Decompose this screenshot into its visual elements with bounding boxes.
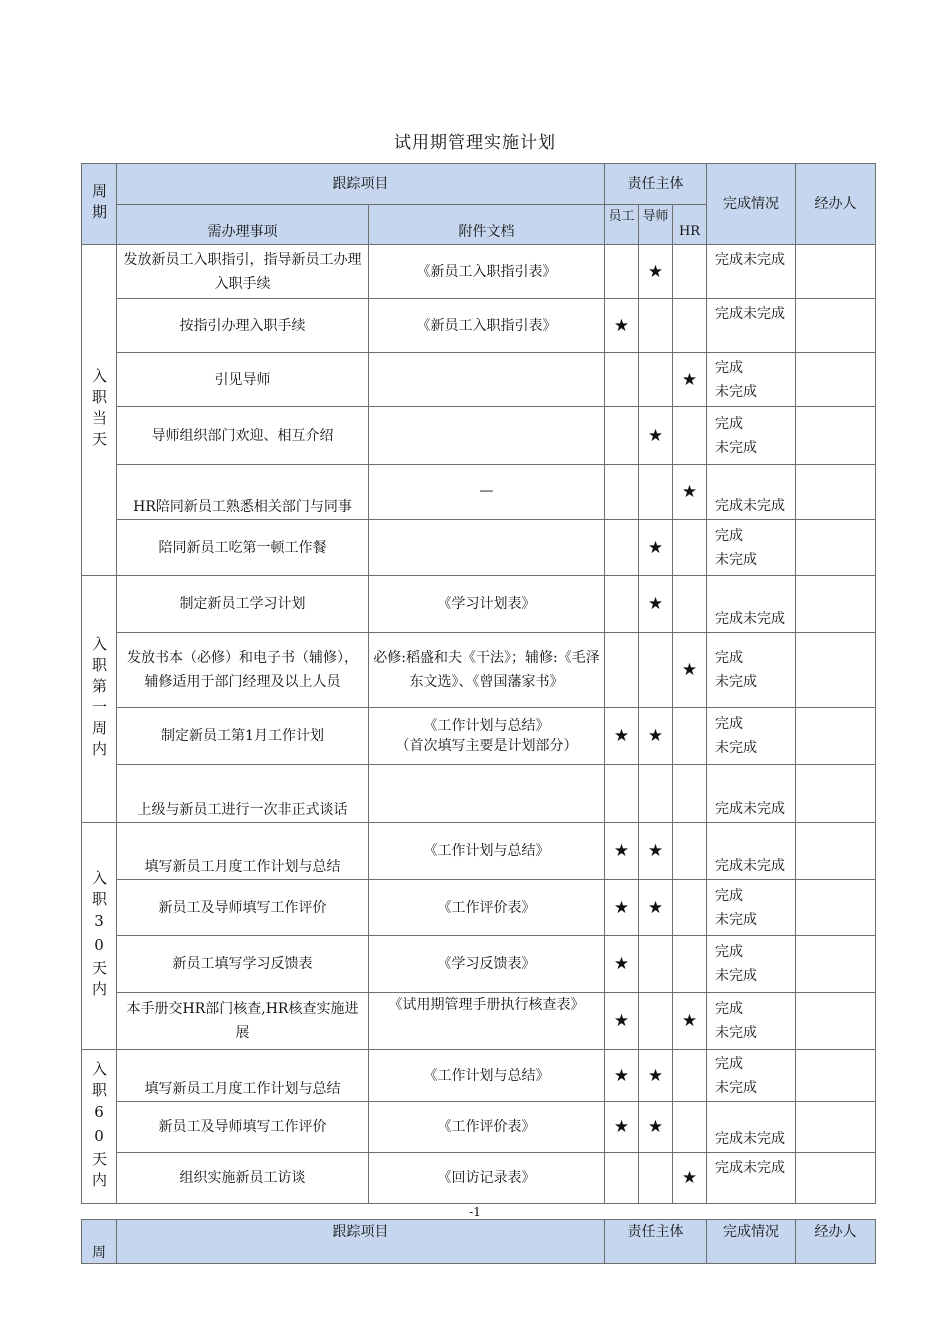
status-cell <box>707 880 796 936</box>
table-row <box>82 520 876 576</box>
status-cell <box>707 708 796 765</box>
task-cell: 上级与新员工进行一次非正式谈话 <box>117 765 369 823</box>
mentor-cell <box>639 936 673 993</box>
employee-star-icon: ★ <box>605 1102 639 1153</box>
doc-cell: 《工作评价表》 <box>369 1102 605 1153</box>
doc-line: 《工作计划与总结》 <box>423 718 550 734</box>
hr-cell <box>673 576 707 633</box>
doc-cell: 《学习计划表》 <box>369 576 605 633</box>
doc-cell <box>369 353 605 407</box>
table-row <box>82 936 876 993</box>
period-cell: 入职30天内 <box>82 823 117 1050</box>
table-row <box>82 633 876 708</box>
doc-cell: 《回访记录表》 <box>369 1153 605 1204</box>
employee-star-icon: ★ <box>605 880 639 936</box>
status-undone: 未完成 <box>715 439 758 456</box>
mentor-star-icon: ★ <box>639 576 673 633</box>
task-cell: 新员工填写学习反馈表 <box>117 936 369 993</box>
header-completion: 完成情况 <box>707 1220 796 1264</box>
table-row <box>82 765 876 823</box>
doc-cell: 《试用期管理手册执行核查表》 <box>369 993 605 1050</box>
task-cell: 发放新员工入职指引，指导新员工办理入职手续 <box>117 245 369 299</box>
task-cell: 填写新员工月度工作计划与总结 <box>117 823 369 880</box>
doc-cell: 《新员工入职指引表》 <box>369 245 605 299</box>
doc-cell <box>369 708 605 765</box>
table-row <box>82 708 876 765</box>
employee-cell <box>605 407 639 465</box>
status-cell <box>707 936 796 993</box>
task-cell: 制定新员工学习计划 <box>117 576 369 633</box>
status-undone: 未完成 <box>715 911 758 928</box>
employee-cell <box>605 633 639 708</box>
employee-star-icon: ★ <box>605 299 639 353</box>
handler-cell <box>796 353 876 407</box>
mentor-star-icon: ★ <box>639 823 673 880</box>
task-cell: 按指引办理入职手续 <box>117 299 369 353</box>
handler-cell <box>796 633 876 708</box>
doc-cell: — <box>369 465 605 520</box>
employee-star-icon: ★ <box>605 936 639 993</box>
status-cell <box>707 993 796 1050</box>
status-cell <box>707 1050 796 1102</box>
hr-star-icon: ★ <box>673 993 707 1050</box>
task-cell: 本手册交HR部门核查,HR核查实施进展 <box>117 993 369 1050</box>
handler-cell <box>796 299 876 353</box>
employee-cell <box>605 576 639 633</box>
header-hr: HR <box>673 205 707 245</box>
handler-cell <box>796 576 876 633</box>
task-cell: 新员工及导师填写工作评价 <box>117 880 369 936</box>
doc-cell: 《工作计划与总结》 <box>369 823 605 880</box>
status-done: 完成 <box>715 415 744 432</box>
status-undone: 未完成 <box>715 1079 758 1096</box>
task-cell: 填写新员工月度工作计划与总结 <box>117 1050 369 1102</box>
probation-plan-table <box>81 163 876 1204</box>
employee-star-icon: ★ <box>605 708 639 765</box>
hr-star-icon: ★ <box>673 1153 707 1204</box>
mentor-star-icon: ★ <box>639 1102 673 1153</box>
doc-cell <box>369 407 605 465</box>
header-period: 周 <box>82 1220 117 1264</box>
table-row <box>82 993 876 1050</box>
handler-cell <box>796 936 876 993</box>
doc-cell: 必修:稻盛和夫《干法》；辅修:《毛泽东文选》、《曾国藩家书》 <box>369 633 605 708</box>
status-cell <box>707 407 796 465</box>
handler-cell <box>796 1102 876 1153</box>
mentor-star-icon: ★ <box>639 708 673 765</box>
mentor-star-icon: ★ <box>639 407 673 465</box>
table-row <box>82 407 876 465</box>
employee-star-icon: ★ <box>605 823 639 880</box>
table-row <box>82 353 876 407</box>
table-row <box>82 823 876 880</box>
header-completion: 完成情况 <box>707 164 796 245</box>
hr-star-icon: ★ <box>673 353 707 407</box>
doc-cell <box>369 520 605 576</box>
hr-cell <box>673 880 707 936</box>
doc-cell <box>369 765 605 823</box>
handler-cell <box>796 465 876 520</box>
handler-cell <box>796 1153 876 1204</box>
period-cell: 入职第一周内 <box>82 576 117 823</box>
handler-cell <box>796 823 876 880</box>
employee-cell <box>605 520 639 576</box>
table-row <box>82 245 876 299</box>
header-responsible: 责任主体 <box>605 164 707 205</box>
hr-cell <box>673 245 707 299</box>
page-title: 试用期管理实施计划 <box>394 133 556 153</box>
doc-cell: 《工作计划与总结》 <box>369 1050 605 1102</box>
status-done: 完成 <box>715 716 744 732</box>
handler-cell <box>796 993 876 1050</box>
table-row <box>82 1153 876 1204</box>
mentor-cell <box>639 993 673 1050</box>
page-number: -1 <box>469 1205 481 1219</box>
header-handler: 经办人 <box>796 1220 876 1264</box>
task-cell: 引见导师 <box>117 353 369 407</box>
status-cell: 完成未完成 <box>707 299 796 353</box>
mentor-star-icon: ★ <box>639 1050 673 1102</box>
handler-cell <box>796 765 876 823</box>
status-done: 完成 <box>715 650 744 666</box>
table-row <box>82 576 876 633</box>
mentor-cell <box>639 465 673 520</box>
status-undone: 未完成 <box>715 1025 758 1041</box>
status-cell: 完成未完成 <box>707 465 796 520</box>
status-undone: 未完成 <box>715 674 758 690</box>
handler-cell <box>796 520 876 576</box>
mentor-star-icon: ★ <box>639 245 673 299</box>
status-undone: 未完成 <box>715 740 758 756</box>
header-mentor: 导师 <box>639 205 673 245</box>
hr-cell <box>673 708 707 765</box>
task-cell: 导师组织部门欢迎、相互介绍 <box>117 407 369 465</box>
status-cell <box>707 353 796 407</box>
status-undone: 未完成 <box>715 968 758 984</box>
doc-cell: 《工作评价表》 <box>369 880 605 936</box>
task-cell: 制定新员工第1月工作计划 <box>117 708 369 765</box>
header-documents: 附件文档 <box>369 205 605 245</box>
status-done: 完成 <box>715 1055 744 1072</box>
status-done: 完成 <box>715 1001 744 1017</box>
mentor-cell <box>639 1153 673 1204</box>
doc-cell: 《学习反馈表》 <box>369 936 605 993</box>
task-cell: 发放书本（必修）和电子书（辅修），辅修适用于部门经理及以上人员 <box>117 633 369 708</box>
task-cell: 组织实施新员工访谈 <box>117 1153 369 1204</box>
period-cell: 入职当天 <box>82 245 117 576</box>
hr-cell <box>673 1102 707 1153</box>
task-cell: 陪同新员工吃第一顿工作餐 <box>117 520 369 576</box>
handler-cell <box>796 708 876 765</box>
hr-cell <box>673 407 707 465</box>
employee-cell <box>605 1153 639 1204</box>
employee-cell <box>605 353 639 407</box>
status-cell: 完成未完成 <box>707 576 796 633</box>
status-done: 完成 <box>715 944 744 960</box>
status-undone: 未完成 <box>715 551 758 568</box>
status-cell: 完成未完成 <box>707 765 796 823</box>
handler-cell <box>796 1050 876 1102</box>
mentor-cell <box>639 353 673 407</box>
header-tracking-items: 跟踪项目 <box>117 164 605 205</box>
handler-cell <box>796 880 876 936</box>
mentor-star-icon: ★ <box>639 520 673 576</box>
status-done: 完成 <box>715 887 744 904</box>
table-row <box>82 1050 876 1102</box>
header-tasks: 需办理事项 <box>117 205 369 245</box>
mentor-cell <box>639 765 673 823</box>
period-cell: 入职60天内 <box>82 1050 117 1204</box>
mentor-cell <box>639 633 673 708</box>
handler-cell <box>796 245 876 299</box>
status-cell: 完成未完成 <box>707 245 796 299</box>
status-done: 完成 <box>715 527 744 544</box>
header-tracking-items: 跟踪项目 <box>117 1220 605 1264</box>
header-period: 周期 <box>82 164 117 245</box>
status-done: 完成 <box>715 359 744 376</box>
table-row <box>82 299 876 353</box>
status-cell: 完成未完成 <box>707 1153 796 1204</box>
hr-cell <box>673 299 707 353</box>
header-employee: 员工 <box>605 205 639 245</box>
header-responsible: 责任主体 <box>605 1220 707 1264</box>
mentor-star-icon: ★ <box>639 880 673 936</box>
hr-cell <box>673 1050 707 1102</box>
status-cell: 完成未完成 <box>707 823 796 880</box>
table-row <box>82 1102 876 1153</box>
doc-cell: 《新员工入职指引表》 <box>369 299 605 353</box>
mentor-cell <box>639 299 673 353</box>
status-undone: 未完成 <box>715 383 758 400</box>
employee-star-icon: ★ <box>605 993 639 1050</box>
doc-note: （首次填写主要是计划部分） <box>395 738 578 754</box>
hr-cell <box>673 936 707 993</box>
status-cell: 完成未完成 <box>707 1102 796 1153</box>
header-handler: 经办人 <box>796 164 876 245</box>
table-row <box>82 465 876 520</box>
hr-cell <box>673 765 707 823</box>
table-row <box>82 880 876 936</box>
employee-cell <box>605 245 639 299</box>
continued-table-header <box>81 1219 876 1264</box>
status-cell <box>707 520 796 576</box>
hr-cell <box>673 520 707 576</box>
employee-cell <box>605 465 639 520</box>
hr-cell <box>673 823 707 880</box>
hr-star-icon: ★ <box>673 633 707 708</box>
task-cell: 新员工及导师填写工作评价 <box>117 1102 369 1153</box>
hr-star-icon: ★ <box>673 465 707 520</box>
task-cell: HR陪同新员工熟悉相关部门与同事 <box>117 465 369 520</box>
employee-star-icon: ★ <box>605 1050 639 1102</box>
handler-cell <box>796 407 876 465</box>
employee-cell <box>605 765 639 823</box>
status-cell <box>707 633 796 708</box>
